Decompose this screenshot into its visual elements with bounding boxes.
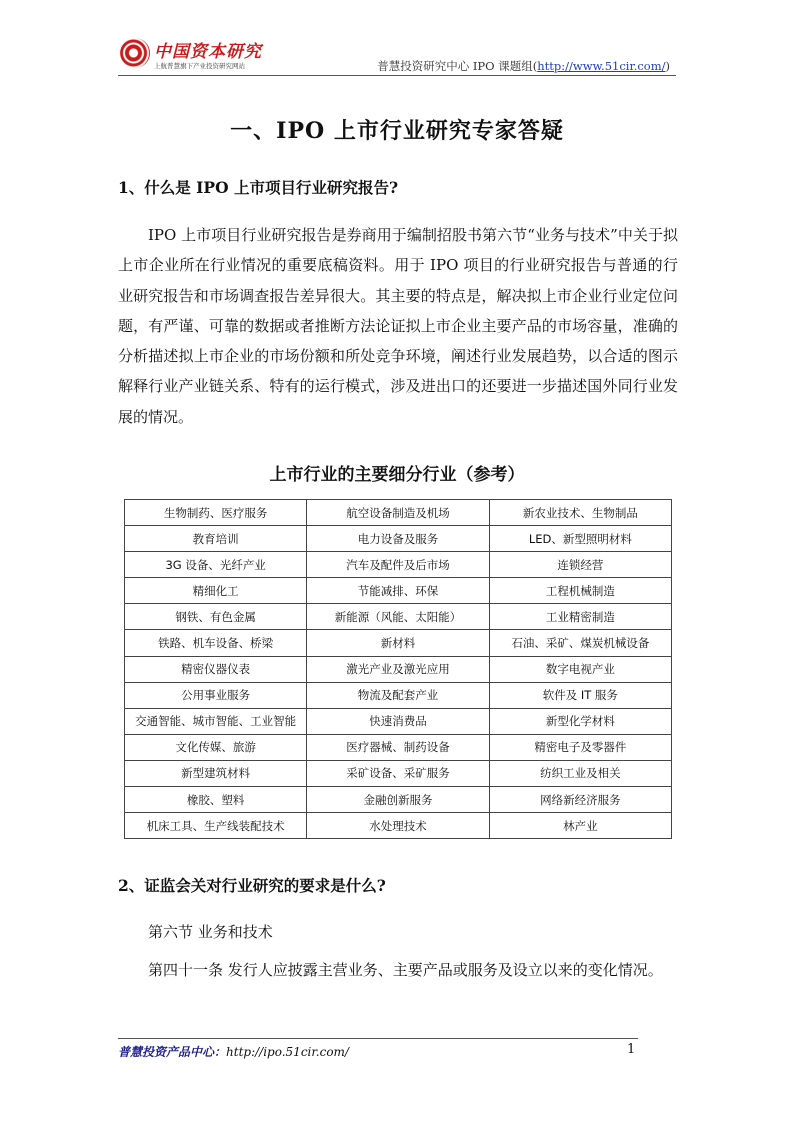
table-cell: 3G 设备、光纤产业: [125, 552, 307, 578]
site-logo[interactable]: [118, 34, 278, 74]
table-cell: 钢铁、有色金属: [125, 604, 307, 630]
table-cell: 汽车及配件及后市场: [307, 552, 489, 578]
table-cell: 纺织工业及相关: [489, 760, 671, 786]
table-cell: 新能源（风能、太阳能）: [307, 604, 489, 630]
table-row: [125, 787, 672, 813]
table-cell: 电力设备及服务: [307, 526, 489, 552]
table-cell: 连锁经营: [489, 552, 671, 578]
table-row: [125, 656, 672, 682]
logo-subtitle: 上航普慧旗下产业投资研究网站: [154, 62, 245, 70]
table-cell: 石油、采矿、煤炭机械设备: [489, 630, 671, 656]
table-cell: 节能减排、环保: [307, 578, 489, 604]
table-row: [125, 630, 672, 656]
table-cell: 新型建筑材料: [125, 760, 307, 786]
table-row: [125, 500, 672, 526]
table-cell: 精密仪器仪表: [125, 656, 307, 682]
table-cell: 网络新经济服务: [489, 787, 671, 813]
table-cell: LED、新型照明材料: [489, 526, 671, 552]
table-cell: 林产业: [489, 813, 671, 839]
header-info: [377, 58, 670, 74]
table-cell: 新农业技术、生物制品: [489, 500, 671, 526]
article-41-text: 第四十一条 发行人应披露主营业务、主要产品或服务及设立以来的变化情况。: [148, 961, 663, 979]
page-header: [118, 32, 676, 76]
question-2-heading: 2、证监会关对行业研究的要求是什么?: [118, 876, 386, 895]
table-row: [125, 526, 672, 552]
table-row: [125, 604, 672, 630]
table-title: 上市行业的主要细分行业（参考）: [269, 465, 525, 485]
table-cell: 工程机械制造: [489, 578, 671, 604]
table-cell: 采矿设备、采矿服务: [307, 760, 489, 786]
table-cell: 教育培训: [125, 526, 307, 552]
footer-url[interactable]: http://ipo.51cir.com/: [226, 1045, 349, 1059]
table-row: [125, 578, 672, 604]
table-cell: 水处理技术: [307, 813, 489, 839]
table-row: [125, 760, 672, 786]
header-link[interactable]: http://www.51cir.com/: [537, 59, 666, 73]
table-cell: 数字电视产业: [489, 656, 671, 682]
table-cell: 精细化工: [125, 578, 307, 604]
table-row: [125, 708, 672, 734]
page-number: 1: [627, 1042, 636, 1057]
table-cell: 医疗器械、制药设备: [307, 734, 489, 760]
header-org-text: 普慧投资研究中心 IPO 课题组(: [377, 59, 538, 73]
question-1-heading: 1、什么是 IPO 上市项目行业研究报告?: [118, 178, 399, 197]
logo-title: 中国资本研究: [154, 42, 262, 62]
table-cell: 物流及配套产业: [307, 682, 489, 708]
header-divider: [118, 75, 676, 76]
header-close-paren: ): [665, 59, 670, 73]
table-cell: 橡胶、塑料: [125, 787, 307, 813]
table-row: [125, 682, 672, 708]
table-cell: 激光产业及激光应用: [307, 656, 489, 682]
section-line: 第六节 业务和技术: [148, 923, 273, 941]
table-row: [125, 813, 672, 839]
footer-divider: [118, 1038, 638, 1039]
industry-segment-table: [124, 499, 672, 839]
table-row: [125, 734, 672, 760]
table-cell: 机床工具、生产线装配技术: [125, 813, 307, 839]
table-cell: 交通智能、城市智能、工业智能: [125, 708, 307, 734]
table-cell: 精密电子及零器件: [489, 734, 671, 760]
footer-source: [118, 1043, 349, 1060]
logo-swirl-icon: [120, 38, 150, 68]
table-cell: 生物制药、医疗服务: [125, 500, 307, 526]
table-cell: 公用事业服务: [125, 682, 307, 708]
table-cell: 新材料: [307, 630, 489, 656]
document-title: 一、IPO 上市行业研究专家答疑: [230, 118, 564, 144]
table-cell: 金融创新服务: [307, 787, 489, 813]
table-cell: 快速消费品: [307, 708, 489, 734]
table-cell: 铁路、机车设备、桥梁: [125, 630, 307, 656]
table-cell: 软件及 IT 服务: [489, 682, 671, 708]
table-cell: 航空设备制造及机场: [307, 500, 489, 526]
table-cell: 新型化学材料: [489, 708, 671, 734]
table-row: [125, 552, 672, 578]
table-cell: 工业精密制造: [489, 604, 671, 630]
question-1-answer: IPO 上市项目行业研究报告是券商用于编制招股书第六节“业务与技术”中关于拟上市企业所在行业情况的重要底稿资料。用于 IPO 项目的行业研究报告与普通的行业研究报告和市场调查报告差异很大。其主要的特点是，解决拟上市企业行业定位问题，有严谨、可靠的数据或者推断方法论证拟上市企业主要产品的市场容量，准确的分析描述拟上市企业的市场份额和所处竞争环境，阐述行业发展趋势，以合适的图示解释行业产业链关系、特有的运行模式，涉及进出口的还要进一步描述国外同行业发展的情况。: [118, 226, 678, 426]
table-cell: 文化传媒、旅游: [125, 734, 307, 760]
footer-label: 普慧投资产品中心：: [118, 1045, 227, 1059]
